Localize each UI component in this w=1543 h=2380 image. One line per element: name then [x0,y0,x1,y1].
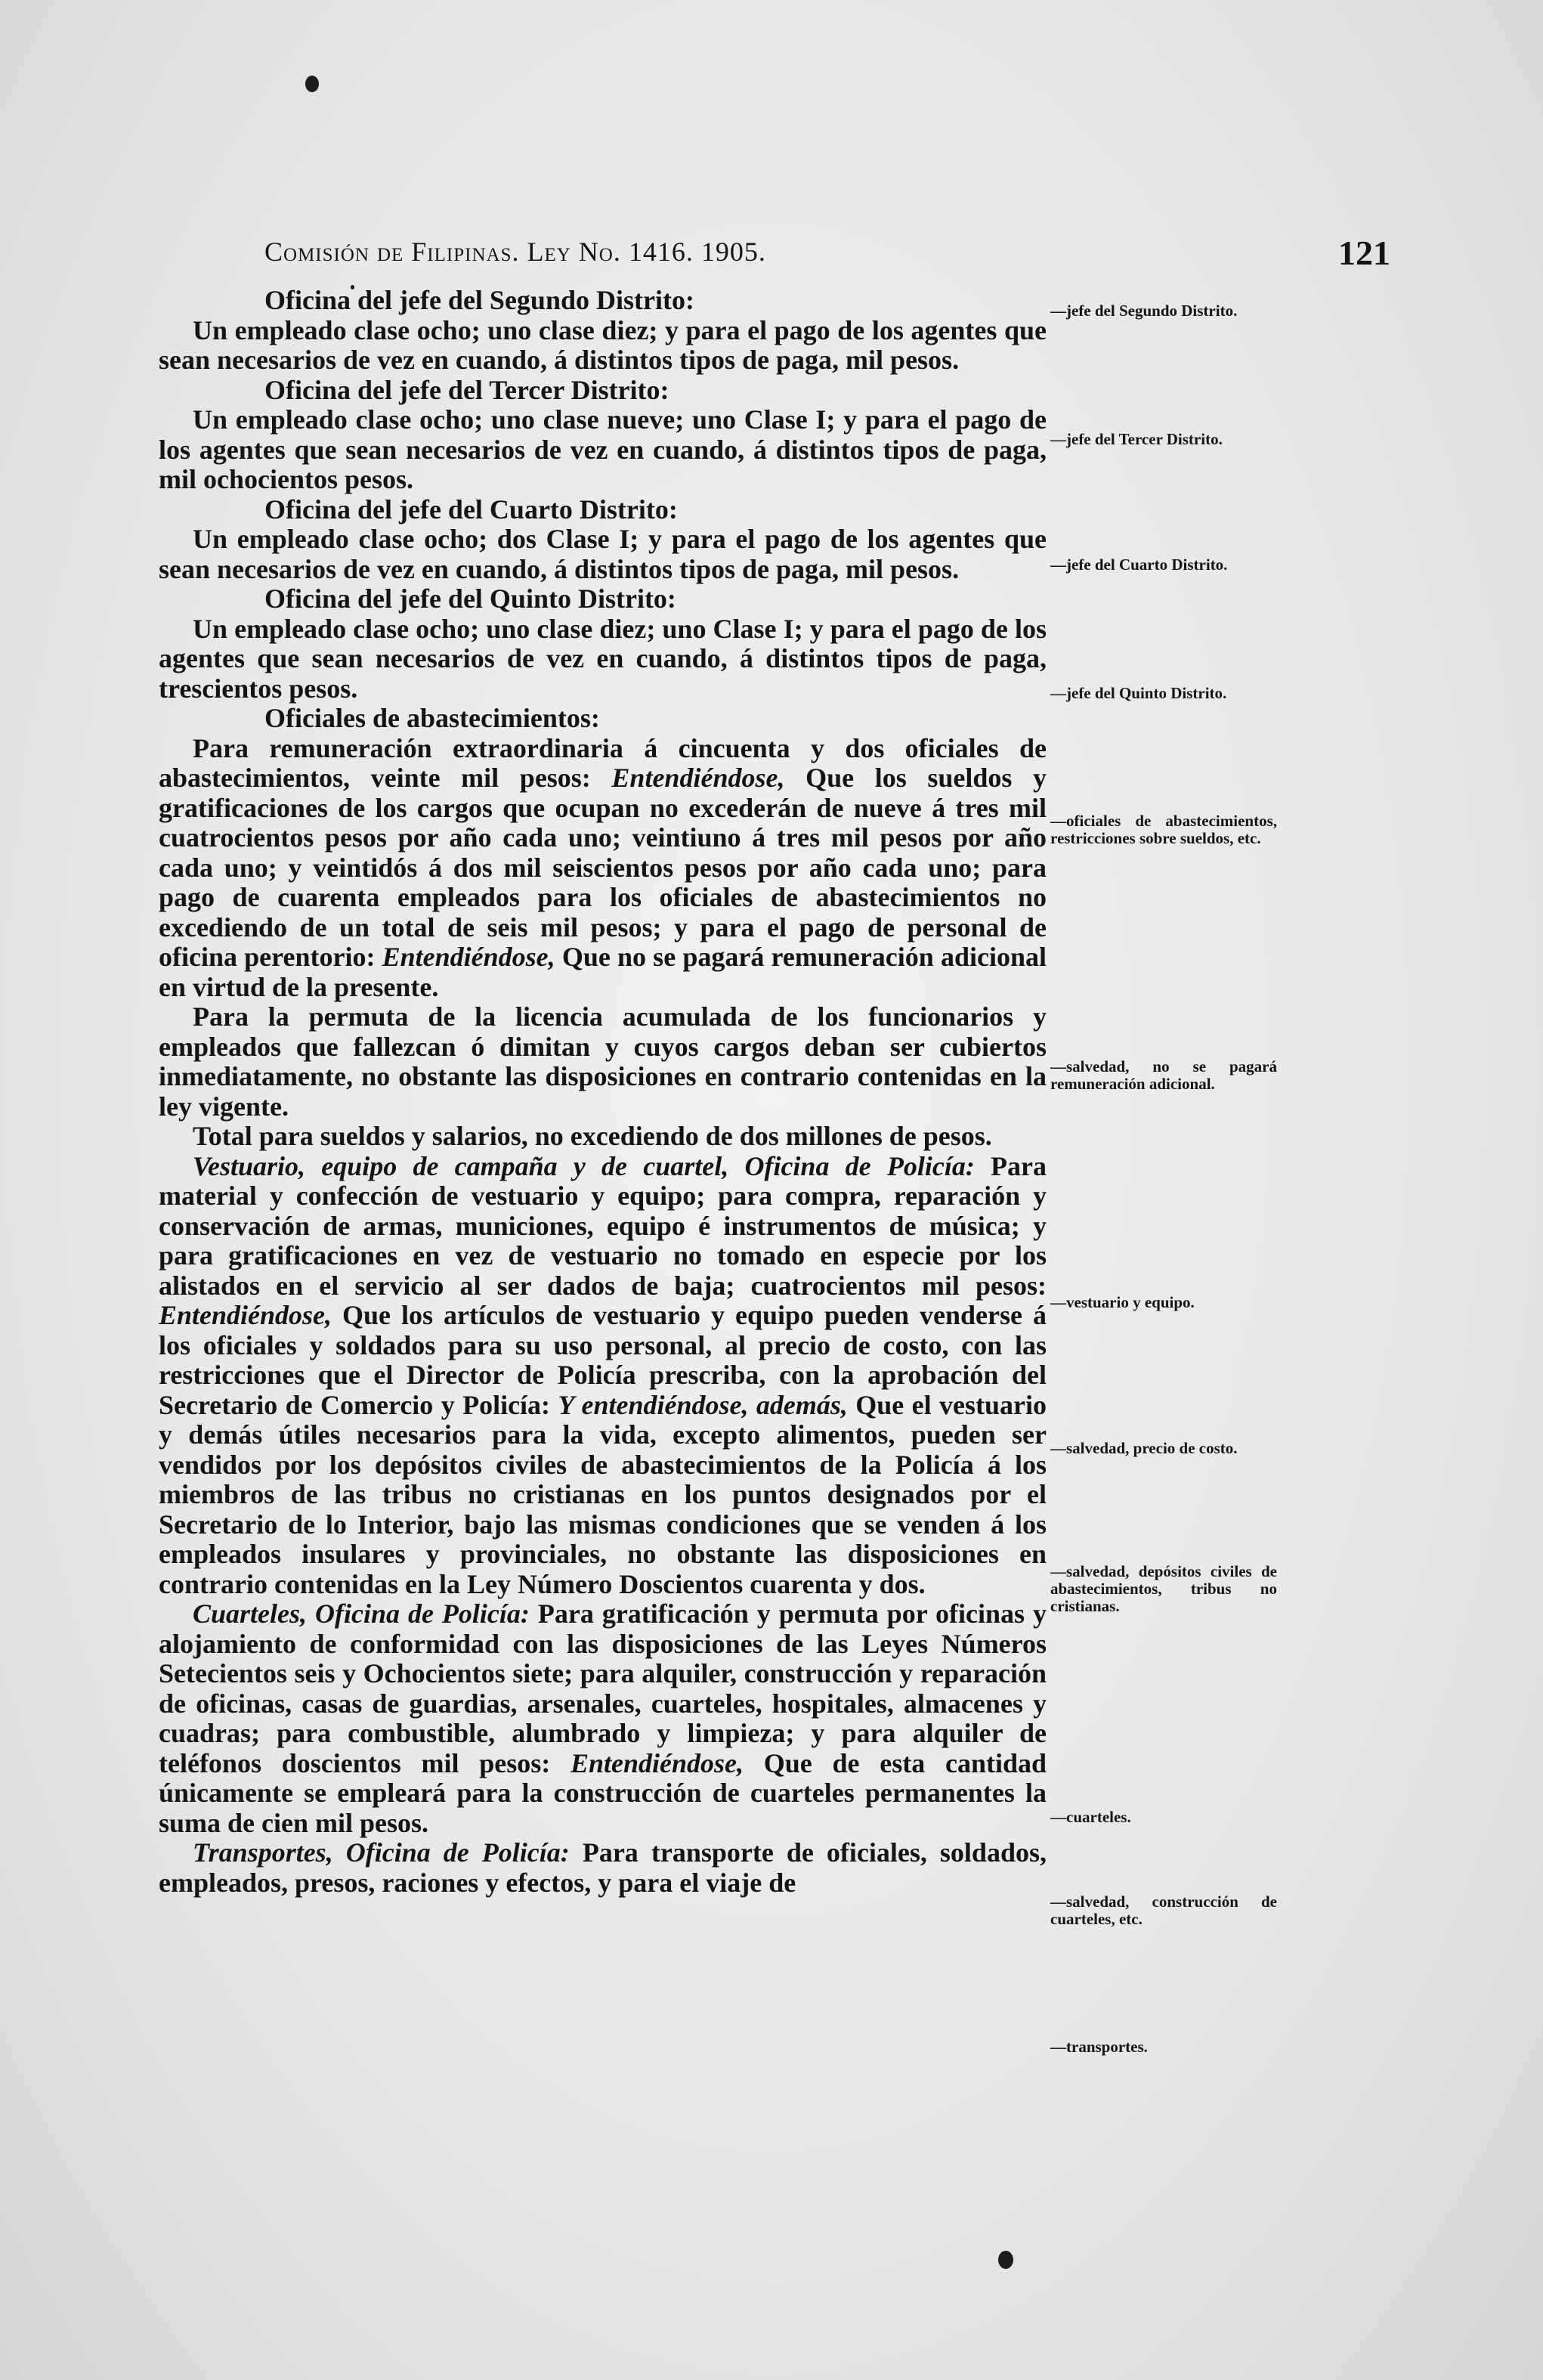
margin-note: —oficiales de abastecimientos, restricciones sobre sueldos, etc. [1050,812,1277,847]
italic-run: Entendiéndose, [382,942,555,972]
text-run: Que los sueldos y gratificaciones de los cargos que ocupan no excederán de nueve á tres mil cuatrocientos pesos por año cada uno; veintiuno á tres mil pesos por año cada uno; y veintidós á dos mil seiscientos pesos por año cada uno; para pago de cuarenta empleados para los oficiales de abastecimientos no excediendo de un total de seis mil pesos; y para el pago de personal de oficina perentorio: [159,763,1047,972]
margin-note: —salvedad, no se pagará remuneración adicional. [1050,1057,1277,1093]
paragraph [159,734,1047,1003]
paragraph [159,1599,1047,1838]
paragraph: Un empleado clase ocho; uno clase diez; y para el pago de los agentes que sean necesarios de vez en cuando, á distintos tipos de paga, mil pesos. [159,314,1047,375]
section-heading: Oficina del jefe del Segundo Distrito: [264,285,694,315]
paragraph [159,1152,1047,1600]
scan-speck [998,2251,1013,2269]
text-run: Para remuneración extraordinaria á cincuenta y dos oficiales de abastecimientos, veinte mil pesos: [159,732,1047,793]
margin-note: —jefe del Segundo Distrito. [1050,302,1238,320]
italic-run: Y entendiéndose, además, [558,1389,848,1420]
text-run: Para material y confección de vestuario y equipo; para compra, reparación y conservación de armas, municiones, equipo é instrumentos de música; y para gratificaciones en vez de vestuario no tomado en especie por los alistados en el servicio al ser dados de baja; cuatrocientos mil pesos: [159,1150,1047,1301]
text-run: Que el vestuario y demás útiles necesarios para la vida, excepto alimentos, pueden ser vendidos por los depósitos civiles de abastecimientos de la Policía á los miembros de las tribus no cristianas en los puntos designados por el Secretario de lo Interior, bajo las mismas condiciones que se venden á los empleados insulares y provinciales, no obstante las disposiciones en contrario contenidas en la Ley Número Doscientos cuarenta y dos. [159,1389,1047,1599]
running-title: Comisión de Filipinas. Ley No. 1416. 1905. [264,237,766,267]
section-heading: Oficina del jefe del Quinto Distrito: [264,583,676,614]
italic-run: Entendiéndose, [570,1747,744,1778]
margin-note: —salvedad, depósitos civiles de abastecimientos, tribus no cristianas. [1050,1562,1277,1615]
body-text [159,286,1047,1898]
section-heading: Oficina del jefe del Cuarto Distrito: [264,494,678,525]
paragraph: Un empleado clase ocho; dos Clase I; y para el pago de los agentes que sean necesarios de vez en cuando, á distintos tipos de paga, mil pesos. [159,524,1047,584]
section-heading: Oficina del jefe del Tercer Distrito: [264,374,669,405]
text-run: Para gratificación y permuta por oficinas y alojamiento de conformidad con las disposiciones de las Leyes Números Setecientos seis y Ochocientos siete; para alquiler, construcción y reparación de oficinas, casas de guardias, arsenales, cuarteles, hospitales, almacenes y cuadras; para combustible, alumbrado y limpieza; y para alquiler de teléfonos doscientos mil pesos: [159,1599,1047,1778]
text-run: Que los artículos de vestuario y equipo pueden venderse á los oficiales y soldados para su uso personal, al precio de costo, con las restricciones que el Director de Policía prescriba, con la aprobación del Secretario de Comercio y Policía: [159,1300,1047,1420]
margin-note: —jefe del Quinto Distrito. [1050,684,1227,702]
margin-note: —jefe del Cuarto Distrito. [1050,556,1228,574]
margin-note: —salvedad, precio de costo. [1050,1439,1238,1457]
text-run: Que no se pagará remuneración adicional en virtud de la presente. [159,942,1047,1002]
margin-note: —cuarteles. [1050,1808,1131,1826]
italic-run: Cuarteles, Oficina de Policía: [193,1599,530,1629]
paragraph [159,1838,1047,1898]
margin-note: —transportes. [1050,2038,1148,2056]
italic-run: Entendiéndose, [611,763,785,793]
text-run: Que de esta cantidad únicamente se empleará para la construcción de cuarteles permanentes la suma de cien mil pesos. [159,1747,1047,1838]
page-header [264,233,1390,278]
margin-note: —jefe del Tercer Distrito. [1050,430,1223,448]
margin-note: —vestuario y equipo. [1050,1293,1195,1311]
page-number: 121 [1338,234,1390,272]
scan-speck [305,76,319,92]
text-run: Para transporte de oficiales, soldados, empleados, presos, raciones y efectos, y para el viaje de [159,1837,1047,1898]
italic-run: Vestuario, equipo de campaña y de cuartel, Oficina de Policía: [193,1150,975,1181]
italic-run: Transportes, Oficina de Policía: [193,1837,570,1868]
paragraph: Total para sueldos y salarios, no excediendo de dos millones de pesos. [193,1121,992,1151]
italic-run: Entendiéndose, [159,1300,332,1330]
paragraph: Un empleado clase ocho; uno clase diez; uno Clase I; y para el pago de los agentes que sean necesarios de vez en cuando, á distintos tipos de paga, trescientos pesos. [159,613,1047,704]
paragraph: Un empleado clase ocho; uno clase nueve; uno Clase I; y para el pago de los agentes que sean necesarios de vez en cuando, á distintos tipos de paga, mil ochocientos pesos. [159,404,1047,494]
section-heading: Oficiales de abastecimientos: [264,703,600,733]
margin-note: —salvedad, construcción de cuarteles, etc. [1050,1893,1277,1928]
paragraph: Para la permuta de la licencia acumulada de los funcionarios y empleados que fallezcan ó dimitan y cuyos cargos deban ser cubiertos inmediatamente, no obstante las disposiciones en contrario contenidas en la ley vigente. [159,1001,1047,1122]
